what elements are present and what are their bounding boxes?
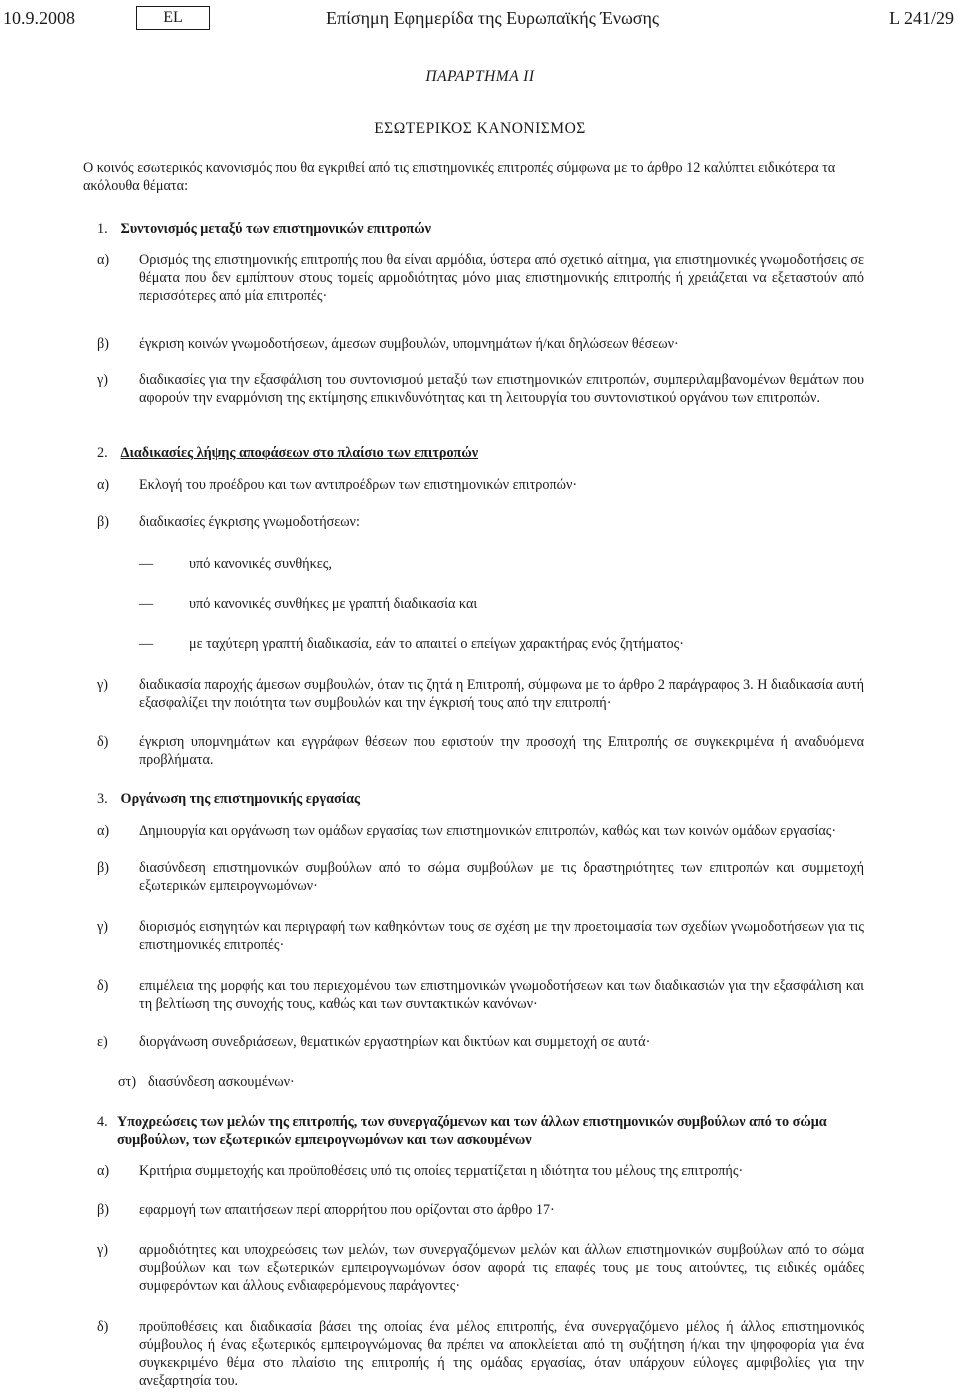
item-label: α) xyxy=(97,252,110,268)
language-badge: EL xyxy=(136,6,210,30)
item-text: προϋποθέσεις και διαδικασία βάσει της οποίας ένα μέλος επιτροπής, ένα συνεργαζόμενο μέλος ή άλλος επιστημονικός σύμβουλος ή ένας εξωτερικός εμπειρογνώμονας θα πρέπει να αποκλείεται από τη συζήτηση ή/και την ψηφοφορία για ένα συγκεκριμένο θέμα στο πλαίσιο της επιτροπής ή της ομάδας εργασίας, όταν υπάρχουν εύλογες αμφιβολίες για την ανεξαρτησία του. xyxy=(139,1319,864,1389)
rules-title: ΕΣΩΤΕΡΙΚΟΣ ΚΑΝΟΝΙΣΜΟΣ xyxy=(374,120,586,137)
section-heading-3 xyxy=(97,790,360,808)
dash-text: υπό κανονικές συνθήκες με γραπτή διαδικασία και xyxy=(189,596,478,612)
item-text: εφαρμογή των απαιτήσεων περί απορρήτου που ορίζονται στο άρθρο 17· xyxy=(139,1202,555,1218)
item-text: διαδικασίες για την εξασφάλιση του συντονισμού μεταξύ των επιστημονικών επιτροπών, συμπεριλαμβανομένων θεμάτων που αφορούν την εναρμόνιση της εκτίμησης επικινδυνότητας και τη λειτουργία του συντονιστικού οργάνου των επιτροπών. xyxy=(139,372,864,406)
list-item xyxy=(97,251,864,305)
section-heading-2 xyxy=(97,444,478,462)
section-title: Υποχρεώσεις των μελών της επιτροπής, των συνεργαζόμενων και των άλλων επιστημονικών συμβούλων από το σώμα συμβούλων, των εξωτερικών εμπειρογνωμόνων και των ασκουμένων xyxy=(117,1114,827,1148)
intro-paragraph: Ο κοινός εσωτερικός κανονισμός που θα εγκριθεί από τις επιστημονικές επιτροπές σύμφωνα με το άρθρο 12 καλύπτει ειδικότερα τα ακόλουθα θέματα: xyxy=(83,160,836,194)
item-label: β) xyxy=(97,1202,109,1218)
annex-title: ΠΑΡΑΡΤΗΜΑ ΙΙ xyxy=(425,68,535,85)
item-label: γ) xyxy=(97,677,108,693)
section-title: Συντονισμός μεταξύ των επιστημονικών επιτροπών xyxy=(120,221,431,237)
item-label: γ) xyxy=(97,1242,108,1258)
list-item xyxy=(97,822,864,840)
item-label: β) xyxy=(97,336,109,352)
list-item xyxy=(118,1073,864,1091)
item-label: α) xyxy=(97,823,110,839)
item-text: διοργάνωση συνεδριάσεων, θεματικών εργαστηρίων και δικτύων και συμμετοχή σε αυτά· xyxy=(139,1034,651,1050)
dash-text: με ταχύτερη γραπτή διαδικασία, εάν το απαιτεί ο επείγων χαρακτήρας ενός ζητήματος· xyxy=(189,636,684,652)
dash-text: υπό κανονικές συνθήκες, xyxy=(189,556,332,572)
section-heading-1 xyxy=(97,220,431,238)
dash-marker: — xyxy=(139,636,154,652)
item-label: δ) xyxy=(97,734,109,750)
page-number: L 241/29 xyxy=(889,8,954,28)
item-text: διασύνδεση επιστημονικών συμβούλων από το σώμα συμβούλων με τις δραστηριότητες των επιτροπών και συμμετοχή εξωτερικών εμπειρογνωμόνων· xyxy=(139,860,864,894)
section-heading-4 xyxy=(97,1113,872,1149)
section-number: 2. xyxy=(97,445,108,461)
list-item xyxy=(97,977,864,1013)
item-text: διαδικασία παροχής άμεσων συμβουλών, όταν τις ζητά η Επιτροπή, σύμφωνα με το άρθρο 2 παράγραφος 3. Η διαδικασία αυτή εξασφαλίζει την ποιότητα των συμβουλών και την έγκρισή τους από την επιτροπή· xyxy=(139,677,864,711)
list-item xyxy=(97,1033,864,1051)
list-item xyxy=(97,1162,864,1180)
item-label: ε) xyxy=(97,1034,108,1050)
list-item xyxy=(97,371,864,407)
page-header xyxy=(0,6,960,36)
section-number: 1. xyxy=(97,221,108,237)
item-text: διασύνδεση ασκουμένων· xyxy=(148,1074,295,1090)
dash-item xyxy=(139,635,684,653)
section-number: 3. xyxy=(97,791,108,807)
item-label: α) xyxy=(97,1163,110,1179)
list-item xyxy=(97,335,864,353)
list-item xyxy=(97,1318,864,1390)
list-item xyxy=(97,513,864,531)
dash-marker: — xyxy=(139,556,154,572)
list-item xyxy=(97,733,864,769)
item-label: δ) xyxy=(97,1319,109,1335)
section-title: Διαδικασίες λήψης αποφάσεων στο πλαίσιο των επιτροπών xyxy=(120,445,479,461)
dash-item xyxy=(139,595,477,613)
list-item xyxy=(97,1201,864,1219)
item-text: έγκριση υπομνημάτων και εγγράφων θέσεων που εφιστούν την προσοχή της Επιτροπής σε συγκεκριμένα ή αναδυόμενα προβλήματα. xyxy=(139,734,864,768)
dash-item xyxy=(139,555,332,573)
item-text: Εκλογή του προέδρου και των αντιπροέδρων των επιστημονικών επιτροπών· xyxy=(139,477,578,493)
list-item xyxy=(97,476,864,494)
item-text: Δημιουργία και οργάνωση των ομάδων εργασίας των επιστημονικών επιτροπών, καθώς και των κοινών ομάδων εργασίας· xyxy=(139,823,837,839)
list-item xyxy=(97,859,864,895)
item-label: β) xyxy=(97,860,109,876)
journal-title: Επίσημη Εφημερίδα της Ευρωπαϊκής Ένωσης xyxy=(326,8,660,28)
section-title: Οργάνωση της επιστημονικής εργασίας xyxy=(120,791,361,807)
item-text: Κριτήρια συμμετοχής και προϋποθέσεις υπό τις οποίες τερματίζεται η ιδιότητα του μέλους της επιτροπής· xyxy=(139,1163,744,1179)
list-item xyxy=(97,1241,864,1295)
item-text: έγκριση κοινών γνωμοδοτήσεων, άμεσων συμβουλών, υπομνημάτων ή/και δηλώσεων θέσεων· xyxy=(139,336,679,352)
publication-date: 10.9.2008 xyxy=(3,8,75,28)
item-text: επιμέλεια της μορφής και του περιεχομένου των επιστημονικών γνωμοδοτήσεων και των διαδικασιών για την εξασφάλιση και τη βελτίωση της συνοχής τους, καθώς και των συντακτικών κανόνων· xyxy=(139,978,864,1012)
item-label: γ) xyxy=(97,919,108,935)
item-text: διορισμός εισηγητών και περιγραφή των καθηκόντων τους σε σχέση με την προετοιμασία των σχεδίων γνωμοδοτήσεων για τις επιστημονικές επιτροπές· xyxy=(139,919,864,953)
item-label: στ) xyxy=(118,1074,137,1090)
item-text: διαδικασίες έγκρισης γνωμοδοτήσεων: xyxy=(139,514,360,530)
dash-marker: — xyxy=(139,596,154,612)
item-text: Ορισμός της επιστημονικής επιτροπής που θα είναι αρμόδια, ύστερα από σχετικό αίτημα, για επιστημονικές γνωμοδοτήσεις σε θέματα που δεν εμπίπτουν στους τομείς αρμοδιότητας μόνο μιας επιστημονικής επιτροπής ή χρειάζεται να εξεταστούν από περισσότερες από μία επιτροπές· xyxy=(139,252,864,304)
item-label: β) xyxy=(97,514,109,530)
item-label: γ) xyxy=(97,372,108,388)
section-number: 4. xyxy=(97,1114,108,1130)
item-text: αρμοδιότητες και υποχρεώσεις των μελών, των συνεργαζόμενων μελών και άλλων επιστημονικών συμβούλων από το σώμα συμβούλων και των εξωτερικών εμπειρογνωμόνων όσον αφορά τις επαφές τους με τους αιτούντες, τις ειδικές ομάδες συμφερόντων και άλλους ενδιαφερόμενους παράγοντες· xyxy=(139,1242,864,1294)
list-item xyxy=(97,676,864,712)
list-item xyxy=(97,918,864,954)
item-label: α) xyxy=(97,477,110,493)
item-label: δ) xyxy=(97,978,109,994)
